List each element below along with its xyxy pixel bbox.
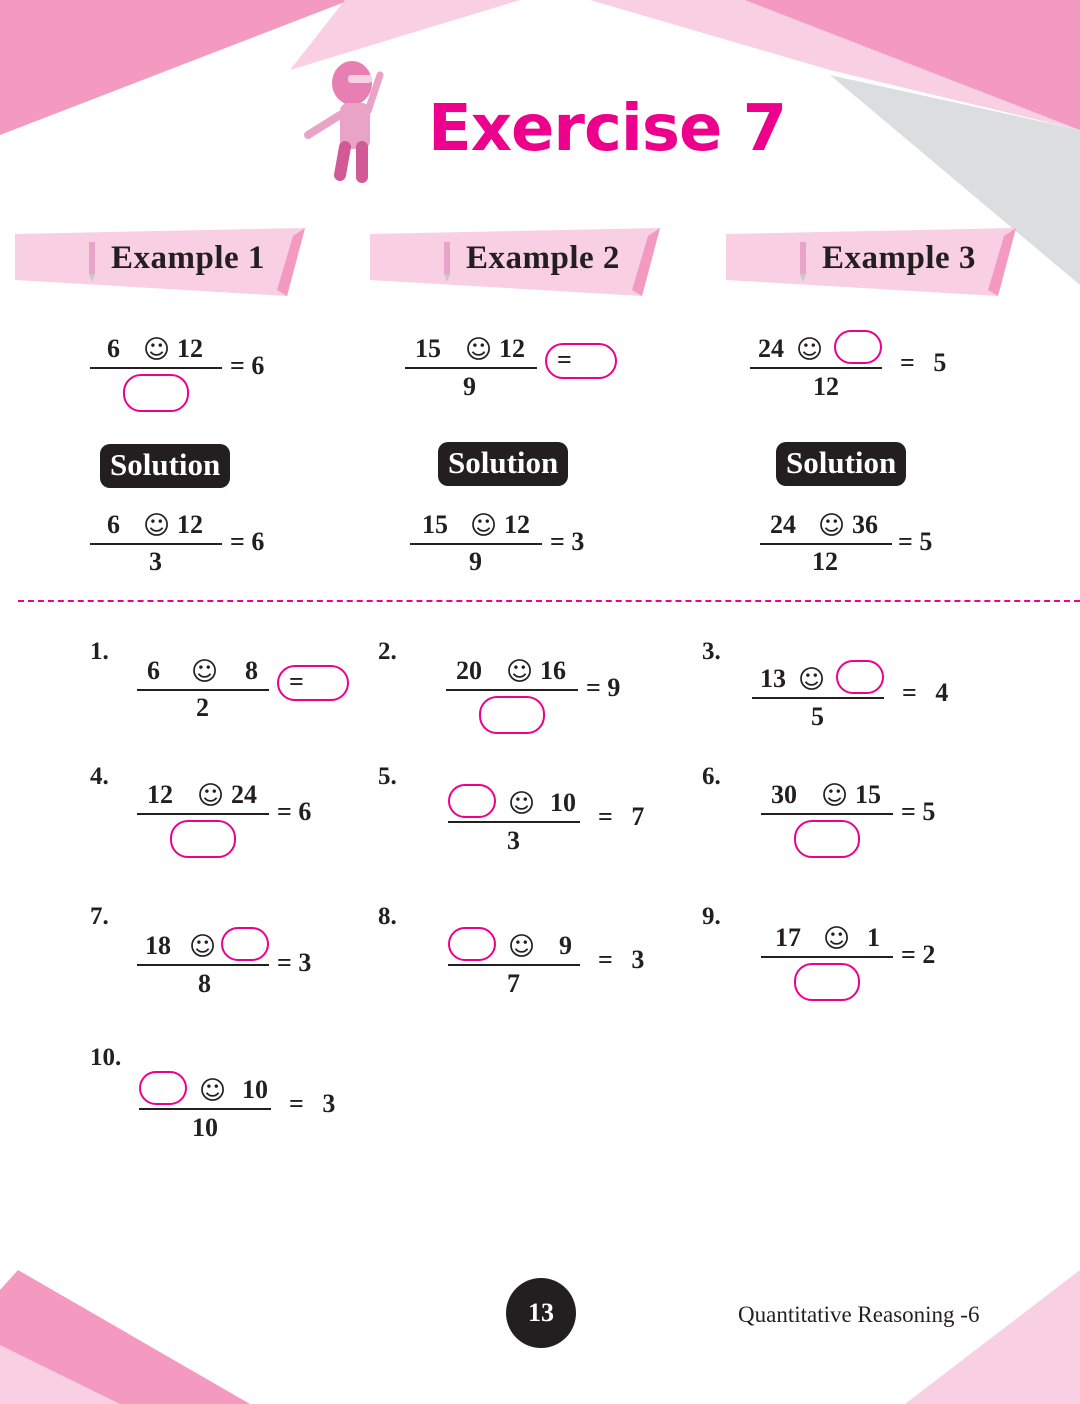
denominator: 5 xyxy=(811,702,824,731)
smiley-icon: ☺ xyxy=(143,335,171,365)
answer-blank[interactable] xyxy=(170,820,236,858)
rhs: = 6 xyxy=(230,351,265,380)
num-right: 8 xyxy=(245,656,258,685)
fraction-bar xyxy=(137,964,269,966)
answer-blank[interactable]: = xyxy=(545,343,617,379)
section-divider xyxy=(18,600,1080,602)
fraction-bar xyxy=(410,543,542,545)
denominator: 7 xyxy=(507,969,520,998)
smiley-icon: ☺ xyxy=(189,932,217,962)
fraction-bar xyxy=(90,543,222,545)
example-3-label: Example 3 xyxy=(822,240,976,276)
num-left: 24 xyxy=(758,334,784,363)
fraction-bar xyxy=(752,697,884,699)
rhs: = 3 xyxy=(277,948,312,977)
pencil-icon xyxy=(796,240,810,284)
solution-badge: Solution xyxy=(438,442,568,486)
denominator: 9 xyxy=(469,547,482,576)
denominator: 12 xyxy=(812,547,838,576)
num-right: 12 xyxy=(499,334,525,363)
answer-blank[interactable]: = xyxy=(277,665,349,701)
answer-blank[interactable] xyxy=(221,927,269,961)
rhs: = 3 xyxy=(289,1089,336,1118)
fraction-bar xyxy=(448,821,580,823)
answer-blank[interactable] xyxy=(794,963,860,1001)
rhs: = 6 xyxy=(277,797,312,826)
rhs: = 5 xyxy=(901,797,936,826)
num-left: 6 xyxy=(107,334,120,363)
question-number: 1. xyxy=(90,638,109,665)
rhs: = 5 xyxy=(898,527,933,556)
example-1-label: Example 1 xyxy=(111,240,265,276)
num-left: 15 xyxy=(422,510,448,539)
footer-book-title: Quantitative Reasoning -6 xyxy=(738,1302,980,1327)
rhs: = 4 xyxy=(902,678,949,707)
fraction-bar xyxy=(137,813,269,815)
fraction-bar xyxy=(448,964,580,966)
question-number: 4. xyxy=(90,763,109,790)
question-number: 6. xyxy=(702,763,721,790)
example-1-banner xyxy=(15,228,305,298)
solution-badge: Solution xyxy=(776,442,906,486)
fraction-bar xyxy=(761,813,893,815)
question-number: 2. xyxy=(378,638,397,665)
rhs: = 2 xyxy=(901,940,936,969)
num-right: 16 xyxy=(540,656,566,685)
answer-blank[interactable] xyxy=(834,330,882,364)
num-left: 12 xyxy=(147,780,173,809)
example-3-banner xyxy=(726,228,1016,298)
question-number: 10. xyxy=(90,1044,122,1071)
smiley-icon: ☺ xyxy=(199,1076,227,1106)
fraction-bar xyxy=(760,543,892,545)
rhs: = 7 xyxy=(598,802,645,831)
num-left: 30 xyxy=(771,780,797,809)
num-right: 1 xyxy=(867,923,880,952)
num-left: 6 xyxy=(147,656,160,685)
num-left: 24 xyxy=(770,510,796,539)
num-right: 12 xyxy=(177,510,203,539)
example-2-banner xyxy=(370,228,660,298)
num-left: 6 xyxy=(107,510,120,539)
fraction-bar xyxy=(90,367,222,369)
rhs: = 3 xyxy=(550,527,585,556)
answer-blank[interactable] xyxy=(139,1071,187,1105)
num-right: 12 xyxy=(504,510,530,539)
num-right: 12 xyxy=(177,334,203,363)
girl-mascot-icon xyxy=(300,55,400,185)
answer-blank[interactable] xyxy=(123,374,189,412)
question-number: 7. xyxy=(90,903,109,930)
num-right: 24 xyxy=(231,780,257,809)
rhs: = 3 xyxy=(598,945,645,974)
answer-blank[interactable] xyxy=(479,696,545,734)
num-right: 9 xyxy=(559,931,572,960)
smiley-icon: ☺ xyxy=(506,657,534,687)
question-number: 8. xyxy=(378,903,397,930)
pencil-icon xyxy=(85,240,99,284)
smiley-icon: ☺ xyxy=(191,657,219,687)
answer-blank[interactable] xyxy=(448,927,496,961)
smiley-icon: ☺ xyxy=(508,789,536,819)
smiley-icon: ☺ xyxy=(197,781,225,811)
smiley-icon: ☺ xyxy=(798,665,826,695)
num-right: 36 xyxy=(852,510,878,539)
denominator: 3 xyxy=(149,547,162,576)
smiley-icon: ☺ xyxy=(508,932,536,962)
denominator: 3 xyxy=(507,826,520,855)
num-right: 15 xyxy=(855,780,881,809)
num-left: 17 xyxy=(775,923,801,952)
fraction-bar xyxy=(750,367,882,369)
answer-blank[interactable] xyxy=(794,820,860,858)
smiley-icon: ☺ xyxy=(821,781,849,811)
smiley-icon: ☺ xyxy=(818,511,846,541)
denominator: 9 xyxy=(463,372,476,401)
pencil-icon xyxy=(440,240,454,284)
smiley-icon: ☺ xyxy=(796,335,824,365)
question-number: 5. xyxy=(378,763,397,790)
answer-blank[interactable] xyxy=(448,784,496,818)
num-left: 13 xyxy=(760,664,786,693)
question-number: 3. xyxy=(702,638,721,665)
smiley-icon: ☺ xyxy=(143,511,171,541)
fraction-bar xyxy=(139,1108,271,1110)
num-right: 10 xyxy=(550,788,576,817)
smiley-icon: ☺ xyxy=(465,335,493,365)
answer-blank[interactable] xyxy=(836,660,884,694)
solution-badge: Solution xyxy=(100,444,230,488)
rhs: = 6 xyxy=(230,527,265,556)
fraction-bar xyxy=(405,367,537,369)
denominator: 12 xyxy=(813,372,839,401)
fraction-bar xyxy=(137,689,269,691)
num-left: 15 xyxy=(415,334,441,363)
num-right: 10 xyxy=(242,1075,268,1104)
denominator: 10 xyxy=(192,1113,218,1142)
example-2-label: Example 2 xyxy=(466,240,620,276)
rhs: = 5 xyxy=(900,348,947,377)
page-number: 13 xyxy=(506,1278,576,1348)
page-title: Exercise 7 xyxy=(428,92,787,166)
denominator: 2 xyxy=(196,693,209,722)
num-left: 18 xyxy=(145,931,171,960)
question-number: 9. xyxy=(702,903,721,930)
fraction-bar xyxy=(761,956,893,958)
denominator: 8 xyxy=(198,969,211,998)
smiley-icon: ☺ xyxy=(470,511,498,541)
smiley-icon: ☺ xyxy=(823,924,851,954)
num-left: 20 xyxy=(456,656,482,685)
rhs: = 9 xyxy=(586,673,621,702)
fraction-bar xyxy=(446,689,578,691)
